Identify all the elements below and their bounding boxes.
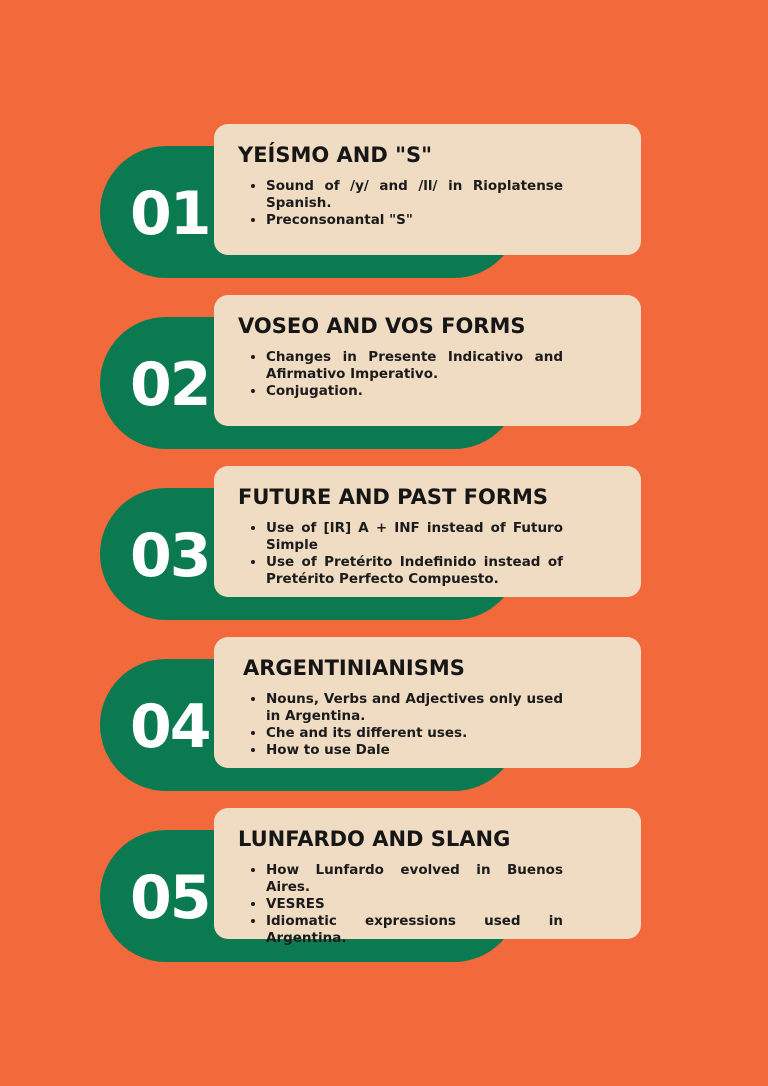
list-item: • Use of Pretérito Indefinido instead of Pretérito Perfecto Compuesto. (266, 554, 563, 588)
bullet-list (238, 520, 563, 588)
section-03 (0, 466, 768, 626)
content-card (214, 295, 641, 426)
list-item: • Conjugation. (266, 383, 563, 400)
bullet-list (238, 178, 563, 229)
bullet-list (238, 862, 563, 947)
list-item: • VESRES (266, 896, 563, 913)
section-number: 01 (130, 179, 210, 249)
bullet-list (238, 349, 563, 400)
section-title: YEÍSMO AND "S" (238, 143, 433, 167)
section-title: ARGENTINIANISMS (243, 656, 465, 680)
content-card (214, 637, 641, 768)
list-item: • Che and its different uses. (266, 725, 563, 742)
list-item: • Idiomatic expressions used in Argentina. (266, 913, 563, 947)
section-01 (0, 124, 768, 284)
section-04 (0, 637, 768, 797)
section-05 (0, 808, 768, 968)
list-item: • Nouns, Verbs and Adjectives only used in Argentina. (266, 691, 563, 725)
section-title: FUTURE AND PAST FORMS (238, 485, 549, 509)
content-card (214, 466, 641, 597)
list-item: • Preconsonantal "S" (266, 212, 563, 229)
section-title: VOSEO AND VOS FORMS (238, 314, 526, 338)
list-item: • How to use Dale (266, 742, 563, 759)
list-item: • Changes in Presente Indicativo and Afirmativo Imperativo. (266, 349, 563, 383)
list-item: • How Lunfardo evolved in Buenos Aires. (266, 862, 563, 896)
list-item: • Use of [IR] A + INF instead of Futuro Simple (266, 520, 563, 554)
section-number: 05 (130, 863, 210, 933)
list-item: • Sound of /y/ and /ll/ in Rioplatense Spanish. (266, 178, 563, 212)
content-card (214, 124, 641, 255)
section-number: 03 (130, 521, 210, 591)
section-title: LUNFARDO AND SLANG (238, 827, 511, 851)
content-card (214, 808, 641, 946)
bullet-list (238, 691, 563, 759)
section-number: 04 (130, 692, 210, 762)
section-02 (0, 295, 768, 455)
section-number: 02 (130, 350, 210, 420)
